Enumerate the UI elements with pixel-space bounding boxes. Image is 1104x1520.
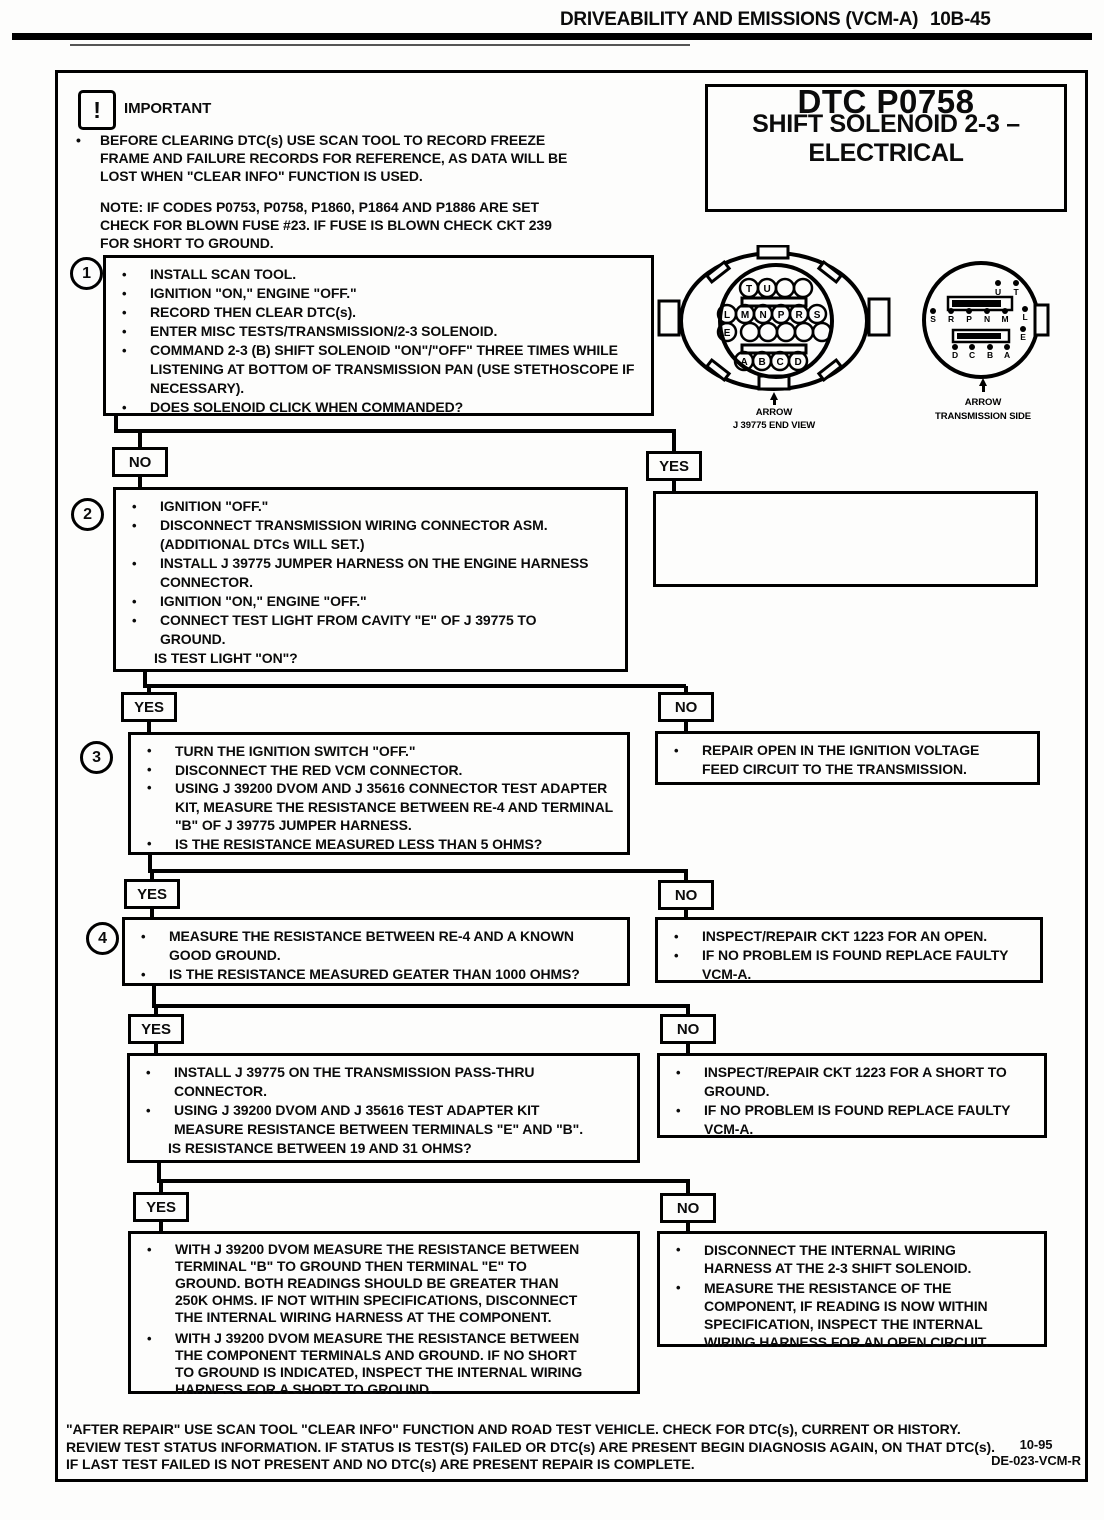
decision-yes-2: YES [121,692,177,722]
bullet-marker: • [132,518,137,533]
bullet-text: MEASURE THE RESISTANCE OF THE COMPONENT, IF READING IS NOW WITHIN SPECIFICATION, INSPECT THE INTERNAL WIRING HARNESS FOR AN OPEN CIRCUIT. [704,1280,989,1350]
bullet-item [116,341,641,398]
decision-yes-1: YES [646,451,702,481]
branch-repair-open-box [655,731,1040,785]
bullet-marker: • [676,1065,681,1080]
pin-label: R [947,314,955,324]
question-text: IS TEST LIGHT "ON"? [154,650,298,666]
bullet-text: REPAIR OPEN IN THE IGNITION VOLTAGE FEED CIRCUIT TO THE TRANSMISSION. [702,742,980,777]
transmission-side-pin-labels [930,287,1031,422]
bullet-marker: • [674,929,679,944]
pin-label: D [951,350,959,360]
doc-code: DE-023-VCM-R [991,1453,1081,1468]
bullet-item [126,497,593,516]
page-number: 10B-45 [930,9,991,30]
dtc-title-box [705,84,1067,212]
flow-line [143,684,686,688]
bullet-text: IGNITION "OFF." [160,498,269,514]
pin-label: T [745,284,753,295]
pin-label: M [1001,314,1009,324]
step-circle-3: 3 [80,741,113,774]
step-circle-4: 4 [86,922,119,955]
flow-line [148,869,688,873]
end-view-caption: J 39775 END VIEW [732,420,816,431]
pin-label: E [1020,332,1026,342]
branch-ckt1223-short-box [657,1053,1047,1138]
bullet-text: IF NO PROBLEM IS FOUND REPLACE FAULTY VCM-A. [702,947,1009,982]
bullet-text: DISCONNECT THE RED VCM CONNECTOR. [175,761,463,778]
branch-internal-harness-box [657,1231,1047,1350]
bullet-text: INSTALL J 39775 ON THE TRANSMISSION PASS-THRU CONNECTOR. [174,1064,535,1099]
flow-line [672,433,676,452]
bullet-text: CONNECT TEST LIGHT FROM CAVITY "E" OF J 39775 TO GROUND. [160,612,537,647]
pin-label: S [930,314,936,324]
bullet-text: TURN THE IGNITION SWITCH "OFF." [175,743,416,759]
pin-label: U [763,284,771,295]
tab-right [1035,305,1048,335]
exclamation-glyph: ! [93,96,101,123]
decision-yes-4: YES [128,1014,184,1044]
bullet-text: WITH J 39200 DVOM MEASURE THE RESISTANCE BETWEEN TERMINAL "B" TO GROUND THEN TERMINAL "E" TO GROUND. BOTH READINGS SHOULD BE GREATER THAN 250K OHMS. IF NOT WITHIN SPECIFICATIONS, DISCONNECT THE INTERNAL WIRING HARNESS AT THE COMPONENT. [175,1241,580,1325]
bullet-marker: • [122,324,127,339]
step-circle-1: 1 [70,257,103,290]
pin-label: S [813,310,821,321]
bullet-marker: • [122,400,127,415]
pin-label: C [776,357,784,368]
bullet-item [141,1330,597,1398]
transmission-side-caption: TRANSMISSION SIDE [935,411,1031,422]
bullet-item [670,1063,1030,1101]
bullet-marker: • [146,1065,151,1080]
notch-sw [707,360,729,380]
pin-label: U [994,287,1002,297]
bullet-marker: • [122,305,127,320]
step-5-box [127,1053,640,1163]
bullet-item [141,761,617,780]
decision-no-1: NO [112,447,168,477]
notch-nw [707,262,729,282]
pin-label: P [777,310,785,321]
pin-label: B [758,357,766,368]
bullet-text: MEASURE THE RESISTANCE BETWEEN RE-4 AND A KNOWN GOOD GROUND. [169,928,574,963]
decision-no-2: NO [658,692,714,722]
bullet-marker: • [122,267,127,282]
pin-label: M [740,310,750,321]
dtc-subtitle-line2: ELECTRICAL [808,139,964,167]
bullet-item [670,1241,1028,1277]
bullet-text: IS THE RESISTANCE MEASURED GEATER THAN 1000 OHMS? [169,966,580,982]
flow-line [152,1004,690,1008]
bullet-item [141,742,617,761]
bullet-text: DOES SOLENOID CLICK WHEN COMMANDED? [150,399,464,415]
page-header-title: DRIVEABILITY AND EMISSIONS (VCM-A) [560,9,919,30]
pin-label: N [983,314,991,324]
dtc-subtitle-line1: SHIFT SOLENOID 2-3 – [752,110,1020,138]
connector-end-view [659,246,889,405]
pin-label: N [759,310,767,321]
doc-date: 10-95 [1019,1437,1053,1452]
bullet-item [141,835,617,854]
arrow-caption: ARROW [964,397,1002,408]
bullet-marker: • [147,1331,152,1346]
flow-line [686,1181,690,1193]
bullet-item [670,1101,1030,1139]
bullet-item [668,741,1023,779]
bullet-marker: • [132,594,137,609]
flow-line [152,986,156,1006]
pin-label: A [1003,350,1011,360]
flow-line [114,429,676,433]
bullet-item [116,284,641,303]
doc-reference [985,1437,1087,1469]
bullet-marker: • [141,967,146,982]
bullet-marker: • [147,743,152,758]
pin-label: A [740,357,748,368]
pin-label: T [1013,287,1019,297]
bullet-item [116,265,641,284]
flow-line [672,480,676,491]
bullet-marker: • [676,1280,681,1295]
bullet-marker: • [674,948,679,963]
pin-label: L [1022,312,1028,322]
step-6-box [128,1231,640,1397]
bullet-item [135,965,609,984]
step-circle-2: 2 [71,498,104,531]
bullet-text: USING J 39200 DVOM AND J 35616 CONNECTOR TEST ADAPTER KIT, MEASURE THE RESISTANCE BETWEEN RE-4 AND TERMINAL "B" OF J 39775 JUMPER HARNESS. [175,780,613,833]
bullet-item [141,779,617,835]
pin-label: E [723,328,731,339]
bullet-text: WITH J 39200 DVOM MEASURE THE RESISTANCE BETWEEN THE COMPONENT TERMINALS AND GROUND. IF NO SHORT TO GROUND IS INDICATED, INSPECT THE INTERNAL WIRING HARNESS FOR A SHORT TO GROUND. [175,1330,583,1397]
bullet-marker: • [132,556,137,571]
pin-label: L [723,310,731,321]
notch-ne [819,262,841,282]
important-bullet-marker: • [76,132,81,148]
bullet-item [141,1241,597,1326]
bullet-text: IGNITION "ON," ENGINE "OFF." [150,285,357,301]
branch-check-connections-box [653,491,1038,587]
bullet-item [126,554,593,592]
step-4-box [122,917,630,986]
bullet-marker: • [147,780,152,795]
flow-line [157,1179,690,1183]
bullet-item [668,927,1026,946]
bullet-text: USING J 39200 DVOM AND J 35616 TEST ADAPTER KIT MEASURE RESISTANCE BETWEEN TERMINALS "E" AND "B". [174,1102,584,1137]
bullet-marker: • [132,499,137,514]
bullet-item [116,398,641,417]
bullet-item [140,1101,613,1139]
connector-diagrams [655,245,1065,440]
bullet-text: INSTALL J 39775 JUMPER HARNESS ON THE ENGINE HARNESS CONNECTOR. [160,555,589,590]
notch-se [819,360,841,380]
connector-transmission-side [924,263,1048,392]
bullet-text: IGNITION "ON," ENGINE "OFF." [160,593,367,609]
bullet-text: IF NO PROBLEM IS FOUND REPLACE FAULTY VCM-A. [704,1102,1011,1137]
bullet-item [140,1063,613,1101]
question-text: IS RESISTANCE BETWEEN 19 AND 31 OHMS? [168,1140,472,1156]
pin-label: B [986,350,994,360]
bullet-text: DISCONNECT THE INTERNAL WIRING HARNESS AT THE 2-3 SHIFT SOLENOID. [704,1242,972,1276]
important-icon [78,90,116,130]
bullet-marker: • [147,835,152,851]
bullet-marker: • [147,1242,152,1257]
bullet-marker: • [674,743,679,758]
bullet-text: INSPECT/REPAIR CKT 1223 FOR AN OPEN. [702,928,988,944]
bullet-item [126,592,593,611]
bullet-text: IS THE RESISTANCE MEASURED LESS THAN 5 OHMS? [175,835,543,852]
bullet-text: INSPECT/REPAIR CKT 1223 FOR A SHORT TO GROUND. [704,1064,1007,1099]
important-note: NOTE: IF CODES P0753, P0758, P1860, P1864 AND P1886 ARE SET CHECK FOR BLOWN FUSE #23. IF FUSE IS BLOWN CHECK CKT 239 FOR SHORT TO GROUND. [100,199,552,251]
bullet-item [668,946,1026,984]
step-3-box [128,732,630,855]
decision-yes-5: YES [133,1192,189,1222]
pin-label: D [794,357,802,368]
bullet-item [126,516,593,554]
footer-note: "AFTER REPAIR" USE SCAN TOOL "CLEAR INFO" FUNCTION AND ROAD TEST VEHICLE. CHECK FOR DTC(s), CURRENT OR HISTORY. REVIEW TEST STATUS INFORMATION. IF STATUS IS TEST(S) FAILED OR DTC(s) ARE PRESENT BEGIN DIAGNOSIS AGAIN, ON THAT DTC(s). IF LAST TEST FAILED IS NOT PRESENT AND NO DTC(s) ARE PRESENT REPAIR IS COMPLETE. [66,1421,995,1472]
tab-top [758,246,788,258]
header-rule [12,33,1092,40]
bullet-item [135,927,609,965]
dtc-code: DTC P0758 [797,83,975,120]
important-bullet-text: BEFORE CLEARING DTC(s) USE SCAN TOOL TO RECORD FREEZE FRAME AND FAILURE RECORDS FOR REFERENCE, AS DATA WILL BE LOST WHEN "CLEAR INFO" FUNCTION IS USED. [100,132,568,184]
tab-right [869,299,889,335]
bullet-item [116,303,641,322]
bullet-text: RECORD THEN CLEAR DTC(s). [150,304,356,320]
bullet-text: INSTALL SCAN TOOL. [150,266,296,282]
bullet-marker: • [146,1103,151,1118]
bullet-text: DISCONNECT TRANSMISSION WIRING CONNECTOR ASM. (ADDITIONAL DTCs WILL SET.) [160,517,548,552]
decision-no-5: NO [660,1193,716,1223]
bullet-marker: • [122,343,127,358]
bullet-text: COMMAND 2-3 (B) SHIFT SOLENOID "ON"/"OFF" THREE TIMES WHILE LISTENING AT BOTTOM OF TRANSMISSION PAN (USE STETHOSCOPE IF NECESSARY). [150,342,635,396]
bullet-text: ENTER MISC TESTS/TRANSMISSION/2-3 SOLENOID. [150,323,498,339]
bullet-item [126,611,593,649]
decision-yes-3: YES [124,879,180,909]
pin-label: C [968,350,976,360]
decision-no-3: NO [658,880,714,910]
bullet-item [116,322,641,341]
bullet-marker: • [676,1103,681,1118]
step-1-box [103,255,654,416]
important-label: IMPORTANT [124,100,212,117]
bullet-marker: • [676,1242,681,1257]
header-rule-thin [70,44,690,46]
tab-left [659,301,679,335]
bullet-marker: • [147,761,152,777]
arrow-caption: ARROW [755,407,793,418]
bullet-marker: • [141,929,146,944]
bullet-item [670,1279,1028,1351]
branch-ckt1223-open-box [655,917,1043,983]
pin-label: R [795,310,803,321]
bullet-marker: • [122,286,127,301]
bullet-marker: • [132,613,137,628]
pin-label: P [966,314,972,324]
step-2-box [113,487,628,672]
decision-no-4: NO [660,1014,716,1044]
flow-line [159,1181,163,1192]
